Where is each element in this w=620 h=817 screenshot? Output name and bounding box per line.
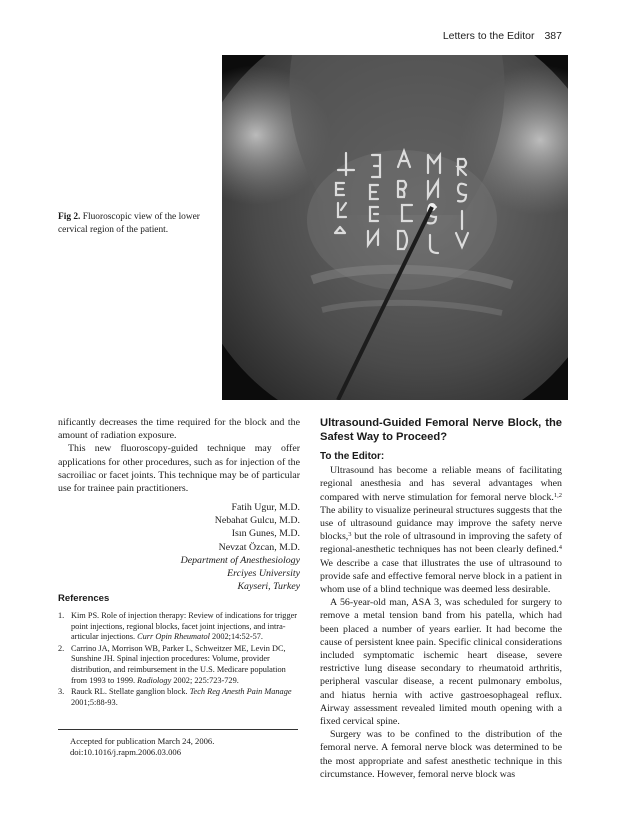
footnote-divider bbox=[58, 729, 298, 730]
right-paragraph-3: Surgery was to be confined to the distribution of the femoral nerve. A femoral nerve block was determined to be the most appropriate and safest anesthetic technique in this circumstance. However, femoral nerve block was bbox=[320, 729, 562, 780]
figure-caption bbox=[58, 211, 216, 236]
reference-item bbox=[58, 687, 300, 708]
reference-tail: 2002;14:52-57. bbox=[212, 632, 263, 642]
page-number: 387 bbox=[544, 30, 562, 42]
reference-journal: Tech Reg Anesth Pain Manage bbox=[189, 687, 292, 697]
paragraph-text: Ultrasound has become a reliable means of facilitating regional anesthesia and has several advantages when compared with nerve stimulation for femoral nerve block. bbox=[320, 465, 562, 503]
reference-tail: 2002; 225:723-729. bbox=[173, 675, 239, 685]
paragraph-text: The ability to visualize perineural structures suggests that the use of ultrasound guidance may improve the safety nerve blocks, bbox=[320, 504, 562, 543]
citation: 1,2 bbox=[553, 491, 562, 499]
fluoroscopy-image bbox=[222, 55, 568, 400]
reference-item bbox=[58, 644, 300, 686]
paragraph-text: but the role of ultrasound in improving the safety of regional-anesthetic techniques has not been clearly defined. bbox=[320, 531, 562, 556]
reference-tail: 2001;5:88-93. bbox=[71, 697, 118, 707]
author-name: Fatih Ugur, M.D. bbox=[231, 502, 300, 513]
affiliation-line: Department of Anesthesiology bbox=[180, 554, 300, 566]
reference-journal: Radiology bbox=[137, 675, 172, 685]
left-paragraph-1: nificantly decreases the time required for the block and the amount of radiation exposure. bbox=[58, 417, 300, 442]
paragraph-text: We describe a case that illustrates the use of ultrasound to provide safe and effective femoral nerve block in a patient in whom use of a blind technique was deemed less desirable. bbox=[320, 557, 562, 596]
running-title: Letters to the Editor bbox=[442, 30, 535, 42]
fluoroscopy-figure bbox=[222, 55, 568, 400]
reference-number: 2. bbox=[58, 643, 65, 653]
caption-text: Fluoroscopic view of the lower cervical region of the patient. bbox=[58, 212, 200, 235]
reference-journal: Curr Opin Rheumatol bbox=[137, 632, 210, 642]
reference-number: 3. bbox=[58, 687, 65, 697]
left-paragraph-2: This new fluoroscopy-guided technique may offer applications for other procedures, such as for injection of the sacroiliac or facet joints. This technique may be of particular use for trainee pain practitioners. bbox=[58, 443, 300, 495]
reference-text: Rauck RL. Stellate ganglion block. bbox=[71, 687, 188, 697]
doi-line: doi:10.1016/j.rapm.2006.03.006 bbox=[70, 747, 181, 757]
accepted-date: Accepted for publication March 24, 2006. bbox=[70, 736, 215, 746]
article-title: Ultrasound-Guided Femoral Nerve Block, the Safest Way to Proceed? bbox=[320, 417, 562, 443]
reference-text: Kim PS. Role of injection therapy: Review of indications for trigger point injections, regional blocks, facet joint injections, and intra-articular injections. bbox=[71, 611, 298, 642]
running-header bbox=[443, 30, 562, 42]
left-column bbox=[58, 416, 300, 495]
author-name: Nebahat Gulcu, M.D. bbox=[214, 515, 300, 527]
reference-text: Carrino JA, Morrison WB, Parker L, Schweitzer ME, Levin DC, Sunshine JH. Spinal injection procedures: Volume, provider distribution, and reimbursement in the U.S. Medicare population from 1993 to 1999. bbox=[71, 643, 286, 685]
right-paragraph-1 bbox=[320, 464, 562, 596]
affiliation-line: Kayseri, Turkey bbox=[237, 581, 300, 593]
reference-number: 1. bbox=[58, 611, 65, 620]
salutation: To the Editor: bbox=[320, 451, 385, 462]
affiliation-line: Erciyes University bbox=[227, 568, 300, 580]
caption-label: Fig 2. bbox=[58, 212, 81, 222]
author-name: Isın Gunes, M.D. bbox=[231, 528, 300, 540]
author-name: Nevzat Özcan, M.D. bbox=[218, 541, 300, 553]
reference-item bbox=[58, 611, 300, 643]
citation: 4 bbox=[558, 544, 562, 552]
right-column bbox=[320, 416, 562, 781]
reference-list bbox=[58, 611, 300, 709]
author-signature bbox=[58, 501, 300, 593]
right-paragraph-2: A 56-year-old man, ASA 3, was scheduled for surgery to remove a metal tension band from his patella, which had been placed a number of years earlier. It had become the cause of persistent knee pain. Specific clinical considerations included symptomatic ischemic heart disease, severe restrictive lung disease secondary to rheumatoid arthritis, peripheral vascular disease, a recent pulmonary embolus, and hiatus hernia with active gastroesophageal reflux. Airway assessment revealed limited mouth opening with a fixed cervical spine. bbox=[320, 597, 562, 728]
citation: 3 bbox=[348, 531, 352, 539]
footnote bbox=[70, 736, 214, 758]
references-heading: References bbox=[58, 593, 110, 604]
